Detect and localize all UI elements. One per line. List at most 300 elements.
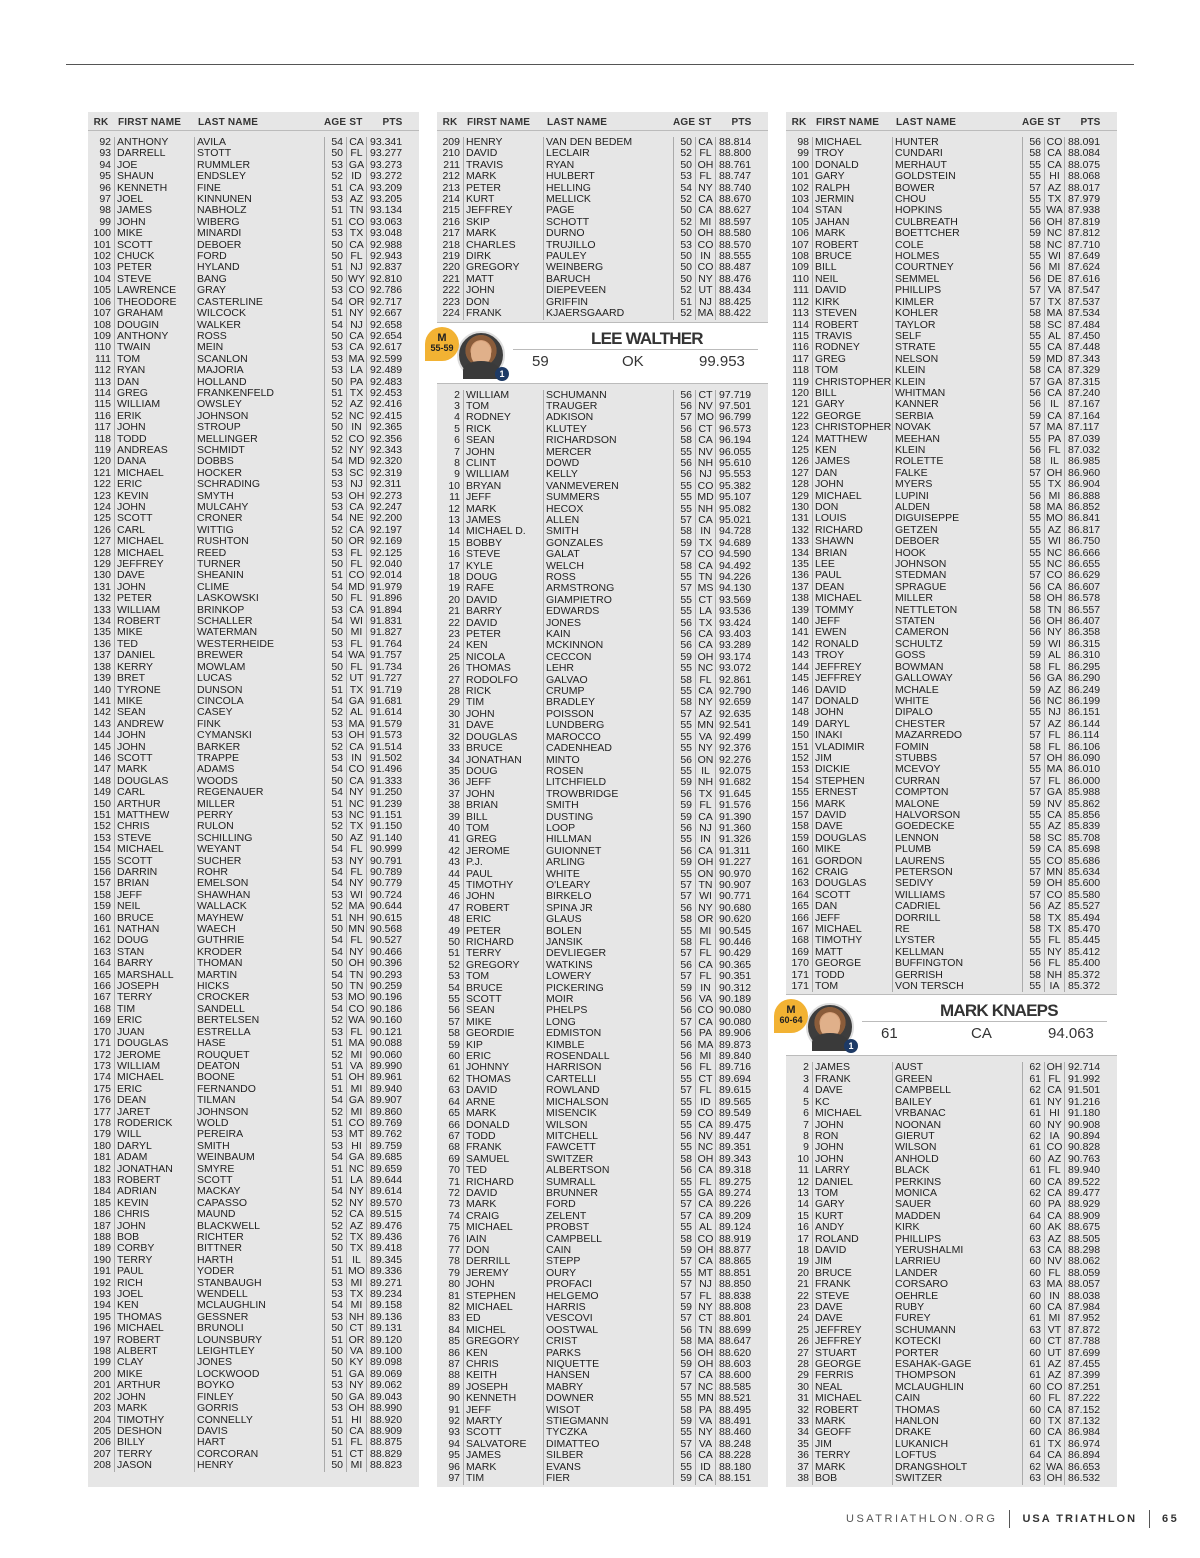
points-cell: 92.659 (715, 697, 768, 708)
last-name-cell: DIEPEVEEN (543, 285, 673, 296)
table-row (88, 1004, 419, 1015)
age-cell: 53 (324, 548, 346, 559)
points-cell: 91.502 (366, 753, 419, 764)
top-rule (66, 64, 1134, 65)
age-cell: 57 (673, 1370, 695, 1381)
points-cell: 86.984 (1064, 1427, 1117, 1438)
table-row (88, 502, 419, 513)
state-cell: FL (695, 1291, 715, 1302)
rank-cell: 14 (797, 1199, 809, 1211)
table-row (786, 171, 1117, 182)
age-cell: 56 (673, 1040, 695, 1051)
rank-cell: 100 (93, 228, 111, 240)
table-row (786, 1450, 1117, 1461)
table-row (437, 629, 768, 640)
age-cell: 56 (1022, 491, 1044, 502)
points-cell: 91.501 (1064, 1085, 1117, 1096)
last-name-cell: DORRILL (892, 913, 1022, 924)
table-row (786, 719, 1117, 730)
points-cell: 86.666 (1064, 548, 1117, 559)
first-name-cell: RICH (114, 1278, 194, 1289)
points-cell: 88.068 (1064, 171, 1117, 182)
state-cell: NY (1044, 1120, 1064, 1131)
header-points: PTS (731, 116, 752, 128)
first-name-cell: JAMES (812, 456, 892, 467)
points-cell: 86.151 (1064, 707, 1117, 718)
footer-divider (1009, 1510, 1010, 1528)
age-cell: 52 (324, 1209, 346, 1220)
last-name-cell: STOTT (194, 148, 324, 159)
rank-cell: 19 (448, 583, 460, 595)
table-row (786, 1427, 1117, 1438)
rank-cell: 150 (93, 798, 111, 810)
age-cell: 54 (324, 616, 346, 627)
first-name-cell: TIM (463, 1473, 543, 1484)
last-name-cell: HECOX (543, 504, 673, 515)
rank-cell: 80 (448, 1279, 460, 1291)
age-cell: 50 (324, 958, 346, 969)
table-row (786, 696, 1117, 707)
table-row (437, 834, 768, 845)
age-cell: 62 (1022, 1462, 1044, 1473)
last-name-cell: GLAUS (543, 914, 673, 925)
rank-cell: 190 (93, 1254, 111, 1266)
points-cell: 91.727 (366, 673, 419, 684)
points-cell: 89.762 (366, 1129, 419, 1140)
points-cell: 89.906 (715, 1028, 768, 1039)
rank-cell: 41 (448, 834, 460, 846)
state-cell: NY (695, 1427, 715, 1438)
rank-cell: 150 (791, 730, 809, 742)
rank-cell: 192 (93, 1277, 111, 1289)
age-cell: 51 (324, 1335, 346, 1346)
table-row (88, 992, 419, 1003)
table-row (786, 1074, 1117, 1085)
first-name-cell: CRAIG (812, 867, 892, 878)
table-row (437, 1188, 768, 1199)
age-cell: 60 (1022, 1382, 1044, 1393)
points-cell: 95.382 (715, 481, 768, 492)
last-name-cell: SWITZER (892, 1473, 1022, 1484)
first-name-cell: STUART (812, 1348, 892, 1359)
age-cell: 58 (1022, 502, 1044, 513)
first-name-cell: DONALD (812, 160, 892, 171)
state-cell: NJ (695, 1279, 715, 1290)
table-row (437, 526, 768, 537)
state-cell: NY (695, 697, 715, 708)
rank-cell: 156 (791, 798, 809, 810)
rank-cell: 56 (448, 1005, 460, 1017)
points-cell: 88.647 (715, 1336, 768, 1347)
first-name-cell: MARK (812, 1462, 892, 1473)
age-cell: 51 (324, 217, 346, 228)
last-name-cell: WILSON (892, 1142, 1022, 1153)
state-cell: IN (695, 251, 715, 262)
first-name-cell: TERRY (114, 1449, 194, 1460)
first-name-cell: KIP (463, 1040, 543, 1051)
state-cell: MD (346, 456, 366, 467)
points-cell: 89.659 (366, 1164, 419, 1175)
rank-cell: 131 (93, 581, 111, 593)
table-row (88, 1289, 419, 1300)
points-cell: 93.205 (366, 194, 419, 205)
points-cell: 91.151 (366, 810, 419, 821)
last-name-cell: CRONER (194, 513, 324, 524)
last-name-cell: NOVAK (892, 422, 1022, 433)
state-cell: MN (346, 924, 366, 935)
rank-cell: 177 (93, 1106, 111, 1118)
table-row (786, 787, 1117, 798)
last-name-cell: MAROCCO (543, 732, 673, 743)
age-cell: 53 (324, 1403, 346, 1414)
age-cell: 58 (1022, 308, 1044, 319)
last-name-cell: MEIN (194, 342, 324, 353)
age-cell: 57 (1022, 183, 1044, 194)
state-cell: CA (695, 205, 715, 216)
age-cell: 56 (673, 390, 695, 401)
first-name-cell: GORDON (812, 856, 892, 867)
last-name-cell: MEEHAN (892, 434, 1022, 445)
table-row (786, 1165, 1117, 1176)
points-cell: 89.565 (715, 1097, 768, 1108)
rank-cell: 7 (803, 1119, 809, 1131)
table-row (786, 331, 1117, 342)
rank-cell: 151 (791, 741, 809, 753)
last-name-cell: LOCKWOOD (194, 1369, 324, 1380)
last-name-cell: EDWARDS (543, 606, 673, 617)
table-row (437, 903, 768, 914)
points-cell: 86.841 (1064, 513, 1117, 524)
age-cell: 50 (324, 1346, 346, 1357)
state-cell: FL (695, 1177, 715, 1188)
points-cell: 89.522 (1064, 1177, 1117, 1188)
points-cell: 90.160 (366, 1015, 419, 1026)
points-cell: 91.681 (366, 696, 419, 707)
age-cell: 51 (324, 1084, 346, 1095)
table-row (786, 1188, 1117, 1199)
state-cell: TN (695, 572, 715, 583)
first-name-cell: CARL (114, 525, 194, 536)
state-cell: WI (346, 616, 366, 627)
state-cell: FL (1044, 1165, 1064, 1176)
points-cell: 93.289 (715, 640, 768, 651)
age-cell: 54 (324, 456, 346, 467)
rank-cell: 3 (454, 400, 460, 412)
table-row (88, 1186, 419, 1197)
state-cell: DE (1044, 274, 1064, 285)
table-row (437, 823, 768, 834)
table-row (437, 538, 768, 549)
state-cell: MI (695, 1051, 715, 1062)
state-cell: CA (695, 1256, 715, 1267)
state-cell: WA (1044, 1462, 1064, 1473)
rank-cell: 127 (93, 536, 111, 548)
state-cell: AZ (346, 399, 366, 410)
points-cell: 91.979 (366, 582, 419, 593)
age-cell: 57 (673, 1199, 695, 1210)
points-cell: 92.635 (715, 709, 768, 720)
points-cell: 89.873 (715, 1040, 768, 1051)
table-row (786, 468, 1117, 479)
rank-cell: 57 (448, 1016, 460, 1028)
first-name-cell: CHRIS (114, 821, 194, 832)
state-cell: PA (1044, 1199, 1064, 1210)
points-cell: 88.151 (715, 1473, 768, 1484)
age-cell: 52 (324, 1050, 346, 1061)
last-name-cell: HYLAND (194, 262, 324, 273)
state-cell: TX (1044, 924, 1064, 935)
rank-cell: 152 (791, 752, 809, 764)
last-name-cell: THOMAN (194, 958, 324, 969)
age-cell: 52 (324, 1232, 346, 1243)
age-cell: 51 (324, 685, 346, 696)
last-name-cell: STANBAUGH (194, 1278, 324, 1289)
age-cell: 53 (324, 479, 346, 490)
state-cell: OR (346, 1335, 366, 1346)
last-name-cell: FIER (543, 1473, 673, 1484)
table-row (437, 1268, 768, 1279)
state-cell: OR (346, 297, 366, 308)
rank-cell: 94 (99, 159, 111, 171)
state-cell: OH (1044, 878, 1064, 889)
last-name-cell: WHITE (892, 696, 1022, 707)
last-name-cell: FUREY (892, 1313, 1022, 1324)
state-cell: MA (346, 901, 366, 912)
rank-cell: 168 (93, 1003, 111, 1015)
first-name-cell: SCOTT (812, 890, 892, 901)
state-cell: CA (695, 435, 715, 446)
table-row (88, 183, 419, 194)
rank-cell: 169 (791, 946, 809, 958)
first-name-cell: TOMMY (812, 605, 892, 616)
rank-cell: 128 (93, 547, 111, 559)
age-cell: 52 (324, 1221, 346, 1232)
first-name-cell: SEAN (463, 1005, 543, 1016)
table-row (786, 753, 1117, 764)
rank-cell: 107 (93, 308, 111, 320)
points-cell: 88.600 (715, 1370, 768, 1381)
first-name-cell: JOSEPH (114, 981, 194, 992)
state-cell: MD (695, 492, 715, 503)
rank-cell: 35 (448, 765, 460, 777)
table-row (786, 1291, 1117, 1302)
points-cell: 91.573 (366, 730, 419, 741)
table-row (88, 331, 419, 342)
first-name-cell: DOUGLAS (812, 878, 892, 889)
table-row (786, 935, 1117, 946)
points-cell: 89.644 (366, 1175, 419, 1186)
state-cell: MO (695, 412, 715, 423)
winner-points: 99.953 (699, 352, 745, 370)
table-row (88, 1209, 419, 1220)
points-cell: 88.851 (715, 1268, 768, 1279)
rank-cell: 129 (93, 559, 111, 571)
rank-cell: 52 (448, 959, 460, 971)
last-name-cell: BRUNOLI (194, 1323, 324, 1334)
points-cell: 86.578 (1064, 593, 1117, 604)
rank-cell: 196 (93, 1323, 111, 1335)
age-cell: 56 (673, 1062, 695, 1073)
last-name-cell: CAPASSO (194, 1198, 324, 1209)
points-cell: 96.573 (715, 424, 768, 435)
table-row (786, 422, 1117, 433)
table-row (437, 435, 768, 446)
first-name-cell: DARYL (812, 719, 892, 730)
rank-cell: 221 (442, 273, 460, 285)
table-row (88, 844, 419, 855)
points-cell: 91.682 (715, 777, 768, 788)
first-name-cell: DON (812, 502, 892, 513)
table-row (437, 1177, 768, 1188)
age-cell: 50 (673, 228, 695, 239)
table-row (88, 605, 419, 616)
age-cell: 59 (673, 1302, 695, 1313)
rank-cell: 22 (448, 617, 460, 629)
table-row (88, 456, 419, 467)
rank-cell: 92 (448, 1416, 460, 1428)
points-cell: 92.197 (366, 525, 419, 536)
table-row (437, 1062, 768, 1073)
rank-cell: 32 (448, 731, 460, 743)
points-cell: 92.988 (366, 240, 419, 251)
rank-cell: 67 (448, 1130, 460, 1142)
first-name-cell: FRANK (812, 1074, 892, 1085)
first-name-cell: TOM (812, 365, 892, 376)
table-row (437, 1416, 768, 1427)
points-cell: 88.627 (715, 205, 768, 216)
age-cell: 58 (673, 1154, 695, 1165)
points-cell: 89.475 (715, 1120, 768, 1131)
rank-cell: 163 (791, 878, 809, 890)
last-name-cell: ENDSLEY (194, 171, 324, 182)
rank-cell: 164 (93, 958, 111, 970)
page-footer (846, 1510, 1179, 1528)
last-name-cell: KAIN (543, 629, 673, 640)
table-row (88, 1152, 419, 1163)
first-name-cell: RON (812, 1131, 892, 1142)
table-row (88, 833, 419, 844)
last-name-cell: MAJORIA (194, 365, 324, 376)
last-name-cell: WHITE (543, 869, 673, 880)
last-name-cell: ROSEN (543, 766, 673, 777)
last-name-cell: PHILLIPS (892, 285, 1022, 296)
first-name-cell: JOHN (463, 709, 543, 720)
results-list (786, 131, 1117, 992)
last-name-cell: CONNELLY (194, 1415, 324, 1426)
state-cell: MN (695, 1393, 715, 1404)
first-name-cell: MICHAEL (812, 593, 892, 604)
points-cell: 89.098 (366, 1357, 419, 1368)
points-cell: 89.275 (715, 1177, 768, 1188)
state-cell: FL (346, 251, 366, 262)
state-cell: FL (346, 662, 366, 673)
table-row (88, 274, 419, 285)
points-cell: 88.814 (715, 137, 768, 148)
points-cell: 90.080 (715, 1005, 768, 1016)
rank-cell: 178 (93, 1117, 111, 1129)
last-name-cell: OURY (543, 1268, 673, 1279)
first-name-cell: JOHN (812, 1142, 892, 1153)
first-name-cell: DON (463, 1245, 543, 1256)
last-name-cell: JONES (194, 1357, 324, 1368)
points-cell: 91.360 (715, 823, 768, 834)
points-cell: 91.239 (366, 799, 419, 810)
state-cell: FL (346, 593, 366, 604)
table-row (786, 799, 1117, 810)
state-cell: OH (1044, 468, 1064, 479)
last-name-cell: COLE (892, 240, 1022, 251)
table-row (88, 981, 419, 992)
age-cell: 50 (324, 776, 346, 787)
state-cell: CT (695, 595, 715, 606)
age-cell: 59 (1022, 639, 1044, 650)
points-cell: 91.992 (1064, 1074, 1117, 1085)
points-cell: 93.272 (366, 171, 419, 182)
table-row (786, 1439, 1117, 1450)
first-name-cell: DOUG (463, 766, 543, 777)
points-cell: 90.312 (715, 983, 768, 994)
last-name-cell: EMELSON (194, 878, 324, 889)
points-cell: 91.576 (715, 800, 768, 811)
rank-cell: 209 (442, 137, 460, 148)
first-name-cell: DOUG (463, 572, 543, 583)
state-cell: NY (346, 308, 366, 319)
table-row (437, 914, 768, 925)
table-row (786, 456, 1117, 467)
first-name-cell: BARRY (114, 958, 194, 969)
state-cell: CO (346, 285, 366, 296)
points-cell: 87.222 (1064, 1393, 1117, 1404)
header-last-name: LAST NAME (896, 116, 957, 128)
age-cell: 57 (673, 1382, 695, 1393)
age-cell: 57 (673, 1291, 695, 1302)
first-name-cell: DAVID (463, 595, 543, 606)
age-cell: 53 (324, 285, 346, 296)
state-cell: ID (695, 1462, 715, 1473)
first-name-cell: CHARLES (463, 240, 543, 251)
header-points: PTS (382, 116, 403, 128)
points-cell: 92.247 (366, 502, 419, 513)
table-row (437, 1336, 768, 1347)
state-cell: CA (695, 515, 715, 526)
banner-rule (513, 349, 758, 350)
rank-cell: 26 (797, 1336, 809, 1348)
rank-cell: 20 (448, 594, 460, 606)
page-number: 65 (1162, 1513, 1180, 1525)
age-cell: 63 (1022, 1325, 1044, 1336)
rank-cell: 138 (93, 661, 111, 673)
rank-cell: 118 (94, 433, 111, 445)
age-cell: 54 (673, 183, 695, 194)
table-row (88, 1072, 419, 1083)
points-cell: 89.271 (366, 1278, 419, 1289)
state-cell: MA (695, 1336, 715, 1347)
state-cell: NV (1044, 1256, 1064, 1267)
points-cell: 86.852 (1064, 502, 1117, 513)
table-row (786, 1245, 1117, 1256)
state-cell: FL (346, 1027, 366, 1038)
table-row (88, 901, 419, 912)
table-row (437, 686, 768, 697)
table-row (786, 1256, 1117, 1267)
age-cell: 55 (673, 595, 695, 606)
points-cell: 87.032 (1064, 445, 1117, 456)
age-cell: 53 (324, 992, 346, 1003)
age-cell: 56 (673, 903, 695, 914)
state-cell: FL (346, 639, 366, 650)
first-name-cell: KENNETH (114, 183, 194, 194)
points-cell: 91.894 (366, 605, 419, 616)
